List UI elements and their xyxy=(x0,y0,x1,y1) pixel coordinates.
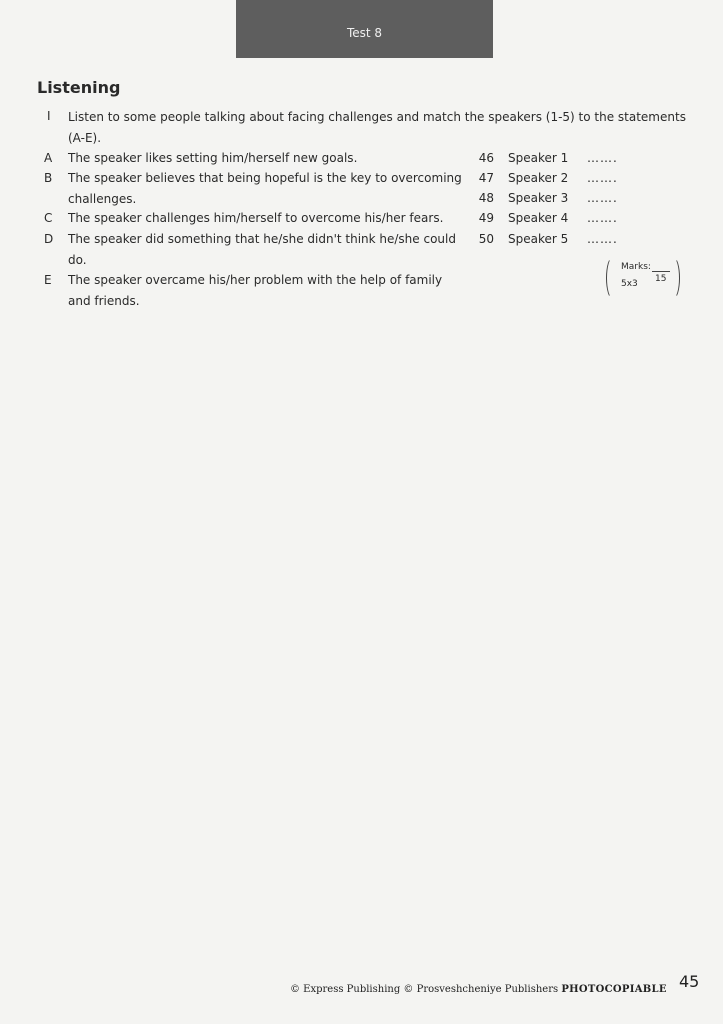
speaker-label: Speaker 5 xyxy=(508,232,569,246)
speaker-label: Speaker 1 xyxy=(508,151,569,165)
item-number: 48 xyxy=(478,191,494,205)
marks-total: 15 xyxy=(655,274,667,284)
speaker-label: Speaker 3 xyxy=(508,191,569,205)
answer-blank[interactable]: ……. xyxy=(587,171,618,185)
statement-letter: B xyxy=(44,171,53,185)
answer-row-47 xyxy=(470,168,670,189)
section-title: Listening xyxy=(37,78,121,97)
statement-text: The speaker challenges him/herself to overcome his/her fears. xyxy=(68,211,444,225)
statement-letter: E xyxy=(44,273,52,287)
statement-text: The speaker believes that being hopeful is the key to overcoming challenges. xyxy=(68,171,462,206)
marks-label: Marks: xyxy=(621,262,651,272)
answer-row-48 xyxy=(470,188,670,209)
answer-blank[interactable]: ……. xyxy=(587,211,618,225)
exercise-instruction: Listen to some people talking about facing challenges and match the speakers (1-5) to the statements (A-E). xyxy=(68,110,686,145)
test-header-tab xyxy=(236,0,493,58)
statement-letter: C xyxy=(44,211,53,225)
marks-formula: 5x3 xyxy=(621,279,638,289)
right-bracket xyxy=(667,257,680,299)
test-label: Test 8 xyxy=(346,26,383,40)
statement-text: The speaker overcame his/her problem with the help of family and friends. xyxy=(68,273,443,308)
statement-letter: A xyxy=(44,151,53,165)
item-number: 46 xyxy=(478,151,494,165)
answer-blank[interactable]: ……. xyxy=(587,191,618,205)
answer-row-50 xyxy=(470,229,670,250)
item-number: 47 xyxy=(478,171,494,185)
page-number: 45 xyxy=(679,972,700,991)
statement-letter: D xyxy=(44,232,54,246)
speaker-label: Speaker 2 xyxy=(508,171,569,185)
footer-copyright xyxy=(290,984,667,995)
answer-row-49 xyxy=(470,208,670,229)
speaker-label: Speaker 4 xyxy=(508,211,569,225)
copyright-text: © Express Publishing © Prosveshcheniye Publishers xyxy=(290,984,559,995)
answer-blank[interactable]: ……. xyxy=(587,232,618,246)
item-number: 49 xyxy=(478,211,494,225)
exercise-number: I xyxy=(47,109,51,123)
photocopiable-label: PHOTOCOPIABLE xyxy=(561,984,667,995)
marks-box xyxy=(606,257,680,297)
left-bracket xyxy=(606,257,619,299)
statement-text: The speaker did something that he/she didn't think he/she could do. xyxy=(68,232,456,267)
item-number: 50 xyxy=(478,232,494,246)
statement-text: The speaker likes setting him/herself new goals. xyxy=(68,151,358,165)
answer-row-46 xyxy=(470,148,670,169)
answer-blank[interactable]: ……. xyxy=(587,151,618,165)
marks-score-line xyxy=(652,271,670,272)
